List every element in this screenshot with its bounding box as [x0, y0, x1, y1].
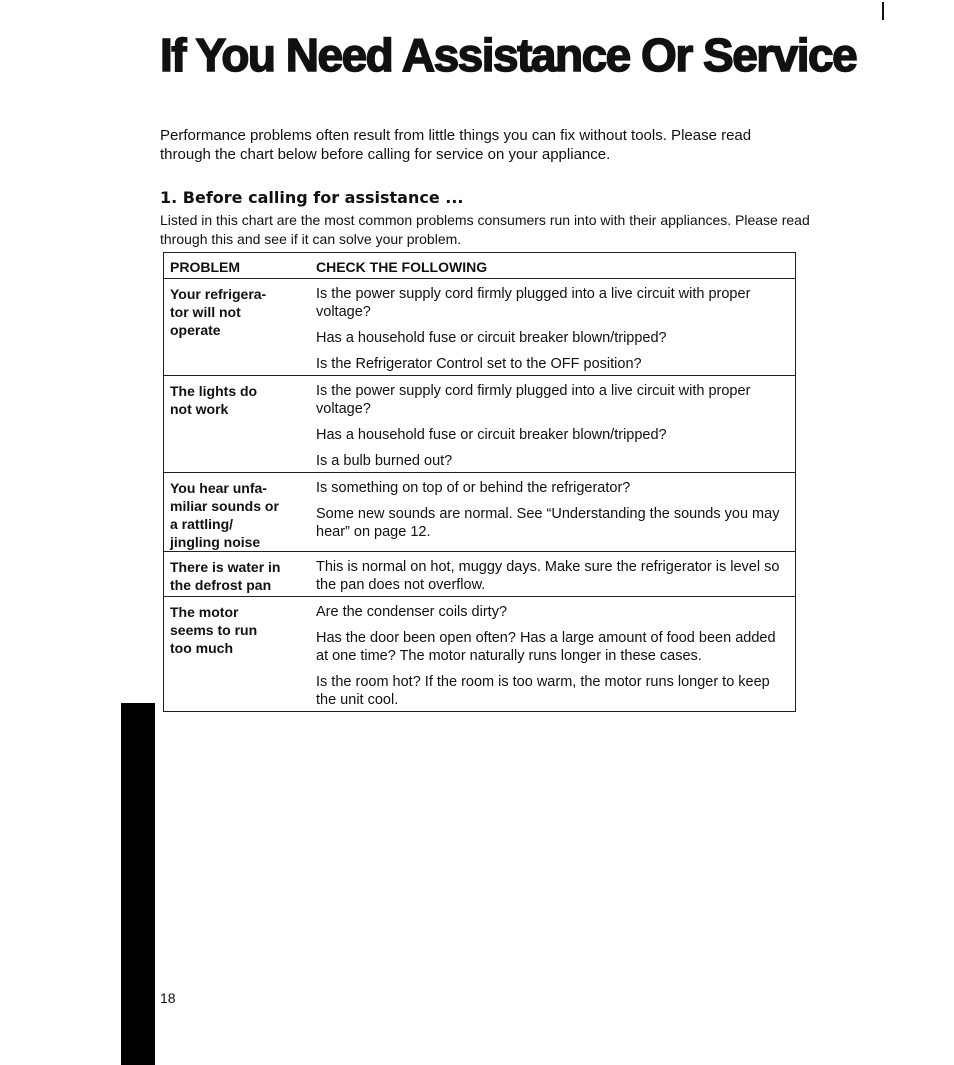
- check-item: Is the power supply cord firmly plugged into a live circuit with proper voltage?: [316, 286, 751, 320]
- section-side-tab: [121, 703, 155, 1065]
- table-row: [164, 552, 796, 597]
- section-intro: Listed in this chart are the most common problems consumers run into with their appliances. Please read through this and see if it can solve your problem.: [160, 212, 810, 247]
- table-row: [164, 473, 796, 552]
- check-item: Are the condenser coils dirty?: [316, 604, 508, 620]
- troubleshooting-table: [163, 252, 796, 712]
- table-row: [164, 376, 796, 473]
- check-item: Has a household fuse or circuit breaker blown/tripped?: [316, 330, 667, 346]
- check-item: Is the room hot? If the room is too warm, the motor runs longer to keep the unit cool.: [316, 674, 770, 708]
- section-heading: 1. Before calling for assistance ...: [160, 188, 464, 207]
- check-item: Has a household fuse or circuit breaker blown/tripped?: [316, 427, 667, 443]
- top-margin-mark: [882, 2, 884, 20]
- table-row: [164, 597, 796, 712]
- problem-cell: The lights do not work: [170, 383, 258, 417]
- problem-cell: Your refrigera- tor will not operate: [170, 286, 267, 338]
- check-item: Is the Refrigerator Control set to the OFF position?: [316, 356, 642, 372]
- check-item: Is a bulb burned out?: [316, 453, 453, 469]
- check-item: Some new sounds are normal. See “Understanding the sounds you may hear” on page 12.: [316, 506, 780, 540]
- page-title: If You Need Assistance Or Service: [160, 29, 857, 81]
- problem-column-header: PROBLEM: [170, 259, 240, 275]
- problem-cell: The motor seems to run too much: [170, 604, 258, 656]
- table-row: [164, 279, 796, 376]
- check-item: Is the power supply cord firmly plugged into a live circuit with proper voltage?: [316, 383, 751, 417]
- page-number: 18: [160, 990, 176, 1006]
- intro-paragraph: Performance problems often result from little things you can fix without tools. Please read through the chart below before calling for service on your appliance.: [160, 127, 752, 163]
- problem-cell: You hear unfa- miliar sounds or a rattling/ jingling noise: [170, 480, 279, 550]
- check-column-header: CHECK THE FOLLOWING: [316, 259, 488, 275]
- check-item: This is normal on hot, muggy days. Make sure the refrigerator is level so the pan does not overflow.: [316, 559, 780, 593]
- check-item: Is something on top of or behind the refrigerator?: [316, 480, 631, 496]
- check-item: Has the door been open often? Has a large amount of food been added at one time? The motor naturally runs longer in these cases.: [316, 630, 776, 664]
- table-header-row: [164, 253, 796, 279]
- problem-cell: There is water in the defrost pan: [170, 559, 281, 593]
